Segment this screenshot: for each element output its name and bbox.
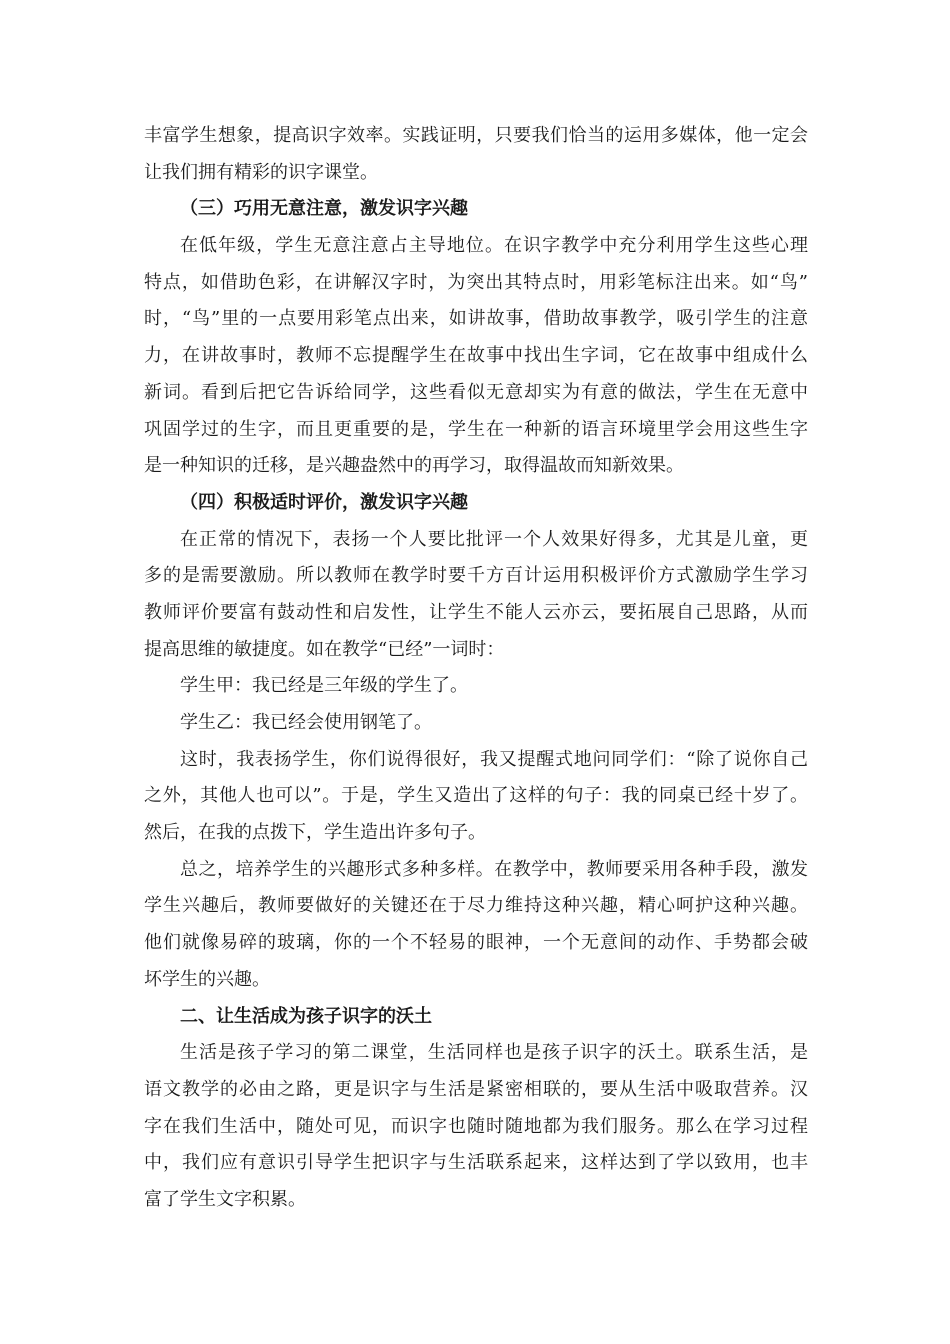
text-line: 之外，其他人也可以”。于是，学生又造出了这样的句子：我的同桌已经十岁了。 xyxy=(144,785,808,807)
text-line: 他们就像易碎的玻璃，你的一个不轻易的眼神，一个无意间的动作、手势都会破 xyxy=(144,932,808,954)
text-line: 这时，我表扬学生，你们说得很好，我又提醒式地问同学们：“除了说你自己 xyxy=(180,748,808,770)
text-line: 新词。看到后把它告诉给同学，这些看似无意却实为有意的做法，学生在无意中 xyxy=(144,381,808,403)
section-heading xyxy=(144,999,808,1036)
text-line: 在低年级，学生无意注意占主导地位。在识字教学中充分利用学生这些心理 xyxy=(180,235,808,257)
text-line: 学生兴趣后，教师要做好的关键还在于尽力维持这种兴趣，精心呵护这种兴趣。 xyxy=(144,895,808,917)
text-line: 多的是需要激励。所以教师在教学时要千方百计运用积极评价方式激励学生学习 xyxy=(144,565,808,587)
heading-text: 二、让生活成为孩子识字的沃土 xyxy=(180,1005,432,1027)
paragraph xyxy=(144,668,808,705)
text-line: 提高思维的敏捷度。如在教学“已经”一词时： xyxy=(144,638,505,660)
text-line: 让我们拥有精彩的识字课堂。 xyxy=(144,161,378,183)
text-line: 时，“鸟”里的一点要用彩笔点出来，如讲故事，借助故事教学，吸引学生的注意 xyxy=(144,308,808,330)
document-page xyxy=(144,118,808,1219)
paragraph xyxy=(144,118,808,191)
text-line: 特点，如借助色彩，在讲解汉字时，为突出其特点时，用彩笔标注出来。如“鸟” xyxy=(144,271,808,293)
paragraph xyxy=(144,522,808,669)
text-line: 巩固学过的生字，而且更重要的是，学生在一种新的语言环境里学会用这些生字 xyxy=(144,418,808,440)
text-line: 然后，在我的点拨下，学生造出许多句子。 xyxy=(144,822,486,844)
text-line: 教师评价要富有鼓动性和启发性，让学生不能人云亦云，要拓展自己思路，从而 xyxy=(144,601,808,623)
text-line: 学生甲：我已经是三年级的学生了。 xyxy=(180,675,468,697)
section-heading xyxy=(144,191,808,228)
section-heading xyxy=(144,485,808,522)
paragraph xyxy=(144,742,808,852)
text-line: 坏学生的兴趣。 xyxy=(144,968,270,990)
paragraph xyxy=(144,228,808,485)
text-line: 力，在讲故事时，教师不忘提醒学生在故事中找出生字词，它在故事中组成什么 xyxy=(144,345,808,367)
paragraph xyxy=(144,852,808,999)
text-line: 富了学生文字积累。 xyxy=(144,1188,306,1210)
heading-text: （四）积极适时评价，激发识字兴趣 xyxy=(180,491,468,513)
paragraph xyxy=(144,1035,808,1218)
text-line: 丰富学生想象，提高识字效率。实践证明，只要我们恰当的运用多媒体，他一定会 xyxy=(144,125,808,146)
text-line: 学生乙：我已经会使用钢笔了。 xyxy=(180,712,432,733)
text-line: 是一种知识的迁移，是兴趣盎然中的再学习，取得温故而知新效果。 xyxy=(144,455,684,477)
text-line: 字在我们生活中，随处可见，而识字也随时随地都为我们服务。那么在学习过程 xyxy=(144,1115,808,1137)
text-line: 中，我们应有意识引导学生把识字与生活联系起来，这样达到了学以致用，也丰 xyxy=(144,1152,808,1174)
text-line: 在正常的情况下，表扬一个人要比批评一个人效果好得多，尤其是儿童，更 xyxy=(180,528,808,550)
text-line: 生活是孩子学习的第二课堂，生活同样也是孩子识字的沃土。联系生活，是 xyxy=(180,1042,808,1064)
paragraph xyxy=(144,705,808,742)
text-line: 总之，培养学生的兴趣形式多种多样。在教学中，教师要采用各种手段，激发 xyxy=(180,858,808,880)
text-line: 语文教学的必由之路，更是识字与生活是紧密相联的，要从生活中吸取营养。汉 xyxy=(144,1078,808,1100)
heading-text: （三）巧用无意注意，激发识字兴趣 xyxy=(180,198,468,220)
